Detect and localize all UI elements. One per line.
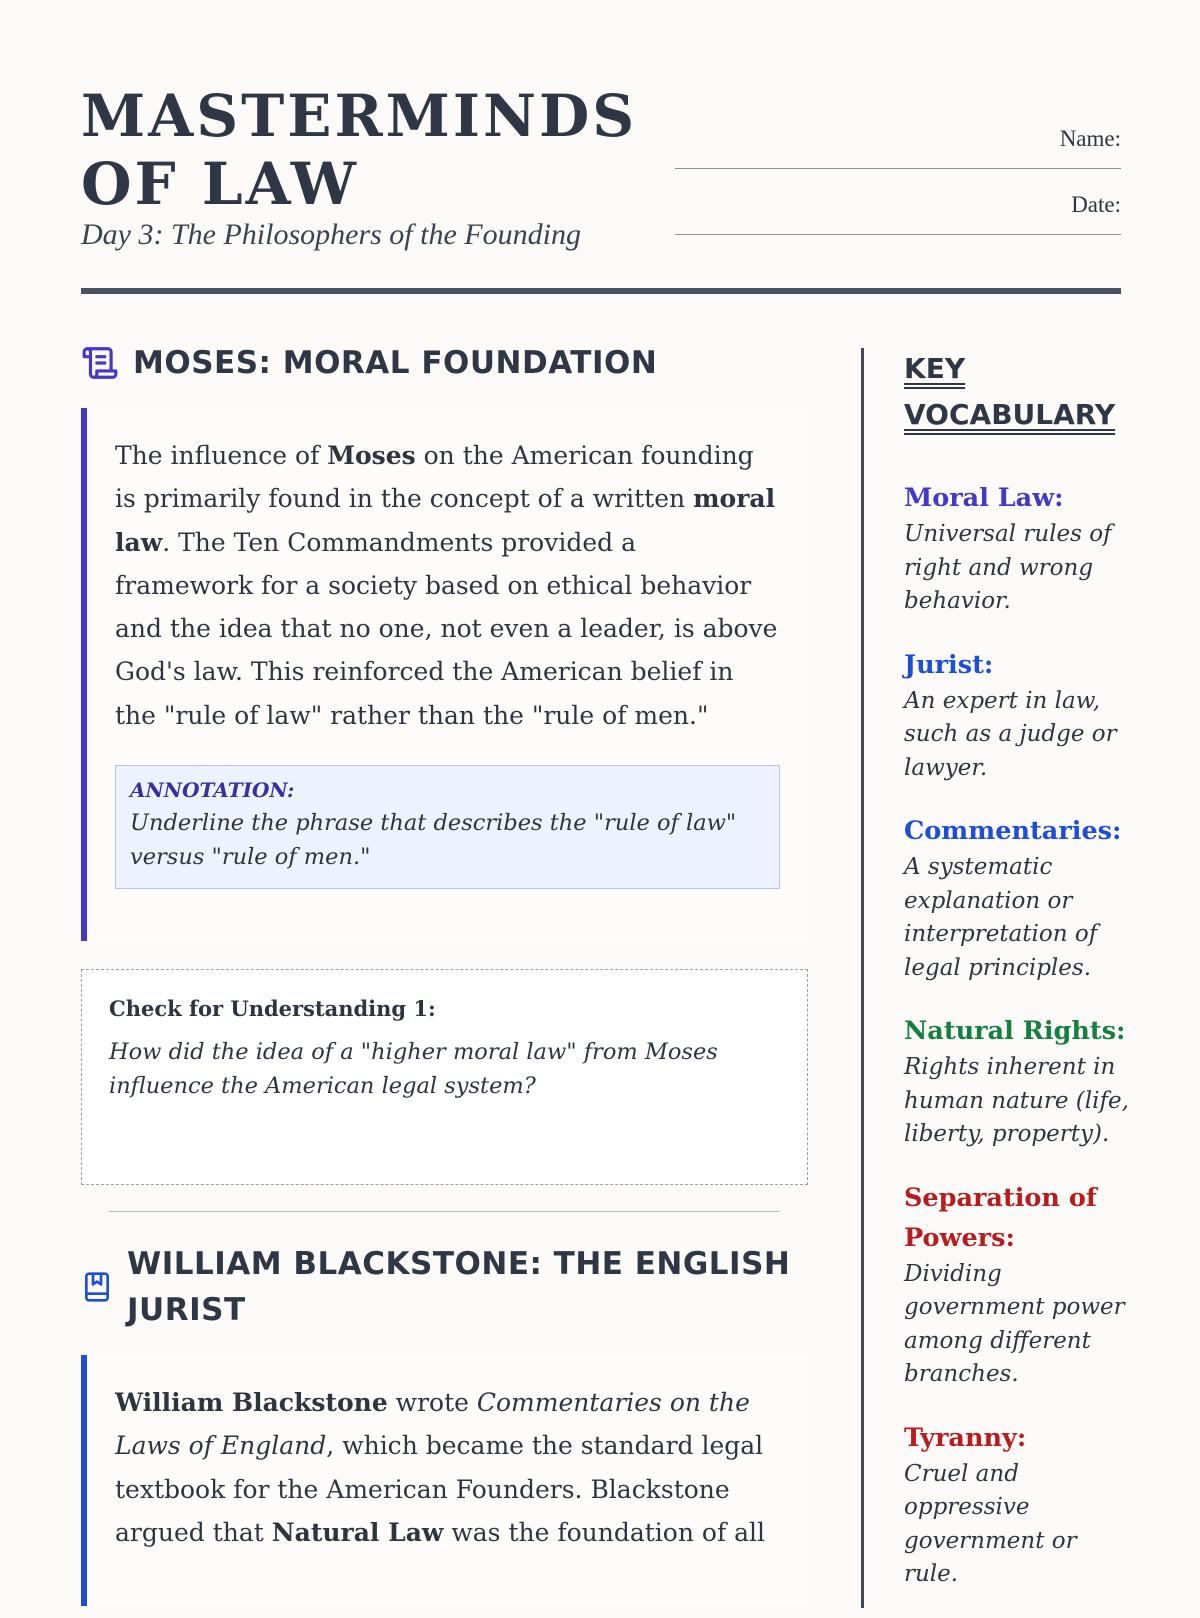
book-icon [81,1269,113,1305]
bold-term: Natural Law [271,1517,444,1547]
term-definition: A systematic explanation or interpretation of legal principles. [904,854,1098,981]
check-question: How did the idea of a "higher moral law" from Moses influence the American legal system? [109,1039,718,1100]
vocabulary-term [904,811,1134,985]
text-run: was the foundation of all [443,1517,766,1547]
page-title: MASTERMINDS OF LAW [81,82,638,218]
scroll-icon [81,344,119,382]
vocabulary-sidebar [904,346,1134,1618]
check-for-understanding [81,969,808,1185]
text-run: on the American founding is primarily found in the concept of a written [115,441,754,514]
annotation-label: ANNOTATION: [130,778,295,803]
header-rule [81,288,1121,294]
column-divider [861,348,864,1608]
term-definition: An expert in law, such as a judge or lawyer. [904,687,1117,781]
text-run: . The Ten Commandments provided a framework for a society based on ethical behavior and the idea that no one, not even a leader, is above God's law. This reinforced the American belief in the "rule of law" rather than the "rule of men." [115,527,778,730]
page-subtitle: Day 3: The Philosophers of the Founding [81,218,581,251]
reading-text [115,1381,780,1554]
annotation-box [115,765,780,889]
term-name: Tyranny: [904,1422,1027,1453]
section-moses [81,340,808,941]
italic-title: Commentaries on the Laws of England [115,1388,750,1461]
section-heading [81,1241,808,1333]
annotation-text: Underline the phrase that describes the "rule of law" versus "rule of men." [130,810,737,871]
vocabulary-term [904,478,1134,619]
text-run: , which became the standard legal textbook for the American Founders. Blackstone argued that [115,1431,764,1547]
vocabulary-title: KEY VOCABULARY [904,352,1116,431]
vocabulary-term [904,1178,1134,1392]
term-name: Separation of Powers: [904,1182,1097,1253]
reading-text [115,434,780,737]
term-name: Commentaries: [904,816,1122,846]
bold-term: William Blackstone [115,1388,388,1418]
section-blackstone [81,1241,808,1606]
term-definition: Cruel and oppressive government or rule. [904,1460,1077,1587]
date-line[interactable] [675,234,1121,235]
term-definition: Dividing government power among different branches. [904,1260,1125,1387]
name-field[interactable] [675,126,1121,192]
term-name: Moral Law: [904,483,1064,513]
date-field[interactable] [675,192,1121,258]
term-name: Natural Rights: [904,1016,1126,1046]
vocabulary-list [904,478,1134,1592]
text-run: wrote [387,1388,477,1418]
answer-line[interactable] [109,1211,780,1212]
section-title: MOSES: MORAL FOUNDATION [133,345,658,381]
reading-card [81,408,808,941]
bold-term: Moses [327,441,416,470]
worksheet-header [81,82,1121,294]
check-title: Check for Understanding 1: [109,996,436,1022]
student-fields [675,126,1121,258]
name-line[interactable] [675,168,1121,169]
bold-term: moral law [115,484,776,557]
vocabulary-term [904,1418,1134,1592]
main-column [81,340,808,1606]
section-title: WILLIAM BLACKSTONE: THE ENGLISH JURIST [127,1246,791,1329]
reading-card [81,1355,808,1606]
date-label: Date: [1071,192,1121,217]
term-definition: Universal rules of right and wrong behavior. [904,521,1112,614]
name-label: Name: [1059,126,1121,151]
term-name: Jurist: [904,649,994,680]
vocabulary-term [904,645,1134,786]
vocabulary-term [904,1011,1134,1152]
section-heading [81,340,808,386]
text-run: The influence of [115,441,328,470]
term-definition: Rights inherent in human nature (life, liberty, property). [904,1054,1129,1147]
